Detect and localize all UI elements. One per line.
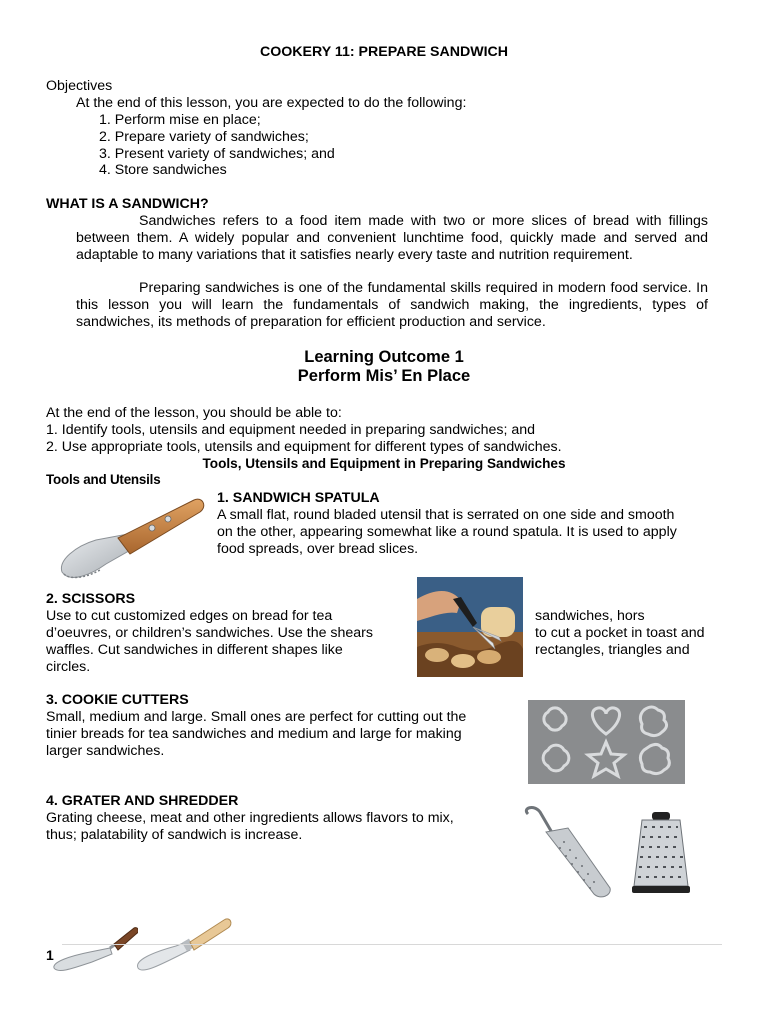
document-title: COOKERY 11: PREPARE SANDWICH (259, 44, 509, 60)
objective-item: 4. Store sandwiches (99, 162, 227, 178)
footer-divider (62, 944, 722, 945)
box-grater-image (630, 812, 692, 894)
lesson-goal-item: 2. Use appropriate tools, utensils and equipment for different types of sandwiches. (46, 439, 562, 455)
grater-description: Grating cheese, meat and other ingredients allows flavors to mix, (46, 810, 454, 826)
flat-grater-image (520, 806, 614, 902)
objectives-heading: Objectives (46, 78, 113, 94)
learning-outcome-subtitle: Perform Mis’ En Place (297, 367, 471, 385)
scissors-photo (417, 577, 523, 677)
cookie-cutters-description: Small, medium and large. Small ones are perfect for cutting out the (46, 709, 467, 725)
scissors-description: d’oeuvres, or children’s sandwiches. Use the shears (46, 625, 374, 641)
lesson-goal-item: 1. Identify tools, utensils and equipment needed in preparing sandwiches; and (46, 422, 536, 438)
scissors-description: to cut a pocket in toast and (535, 625, 705, 641)
cookie-cutters-description: tinier breads for tea sandwiches and medium and large for making (46, 726, 462, 742)
cookie-cutters-description: larger sandwiches. (46, 743, 165, 759)
learning-outcome-title: Learning Outcome 1 (304, 348, 464, 366)
grater-heading: 4. GRATER AND SHREDDER (46, 793, 239, 809)
scissors-description: sandwiches, hors (535, 608, 645, 624)
scissors-description: waffles. Cut sandwiches in different shapes like (46, 642, 343, 658)
grater-description: thus; palatability of sandwich is increase. (46, 827, 303, 843)
cookie-cutters-heading: 3. COOKIE CUTTERS (46, 692, 189, 708)
sandwich-spatula-image (56, 494, 206, 586)
objective-item: 2. Prepare variety of sandwiches; (99, 129, 309, 145)
what-is-paragraph-1: Sandwiches refers to a food item made with two or more slices of bread with fillings between them. A widely popular and convenient lunchtime food, quickly made and served and adaptable to many variations that it satisfies nearly every taste and nutrition requirement. (76, 213, 708, 263)
page-number: 1 (46, 947, 54, 963)
spatula-description: food spreads, over bread slices. (217, 541, 419, 557)
what-is-heading: WHAT IS A SANDWICH? (46, 196, 209, 212)
scissors-heading: 2. SCISSORS (46, 591, 136, 607)
cookie-cutters-photo (528, 700, 685, 784)
tools-heading: Tools, Utensils and Equipment in Preparing Sandwiches (202, 456, 566, 471)
what-is-paragraph-2: Preparing sandwiches is one of the fundamental skills required in modern food service. In this lesson you will learn the fundamentals of sandwich making, the ingredients, types of sandwiches, its methods of preparation for efficient production and service. (76, 280, 708, 330)
scissors-description: circles. (46, 659, 91, 675)
lesson-goals-intro: At the end of the lesson, you should be able to: (46, 405, 342, 421)
tools-subheading: Tools and Utensils (46, 472, 161, 487)
objectives-intro: At the end of this lesson, you are expected to do the following: (76, 95, 467, 111)
offset-spatula-image (50, 918, 138, 974)
scissors-description: Use to cut customized edges on bread for tea (46, 608, 333, 624)
spatula-description: A small flat, round bladed utensil that is serrated on one side and smooth (217, 507, 675, 523)
spatula-heading: 1. SANDWICH SPATULA (217, 490, 380, 506)
objective-item: 1. Perform mise en place; (99, 112, 261, 128)
objective-item: 3. Present variety of sandwiches; and (99, 146, 335, 162)
spatula-description: on the other, appearing somewhat like a round spatula. It is used to apply (217, 524, 677, 540)
scissors-description: rectangles, triangles and (535, 642, 690, 658)
